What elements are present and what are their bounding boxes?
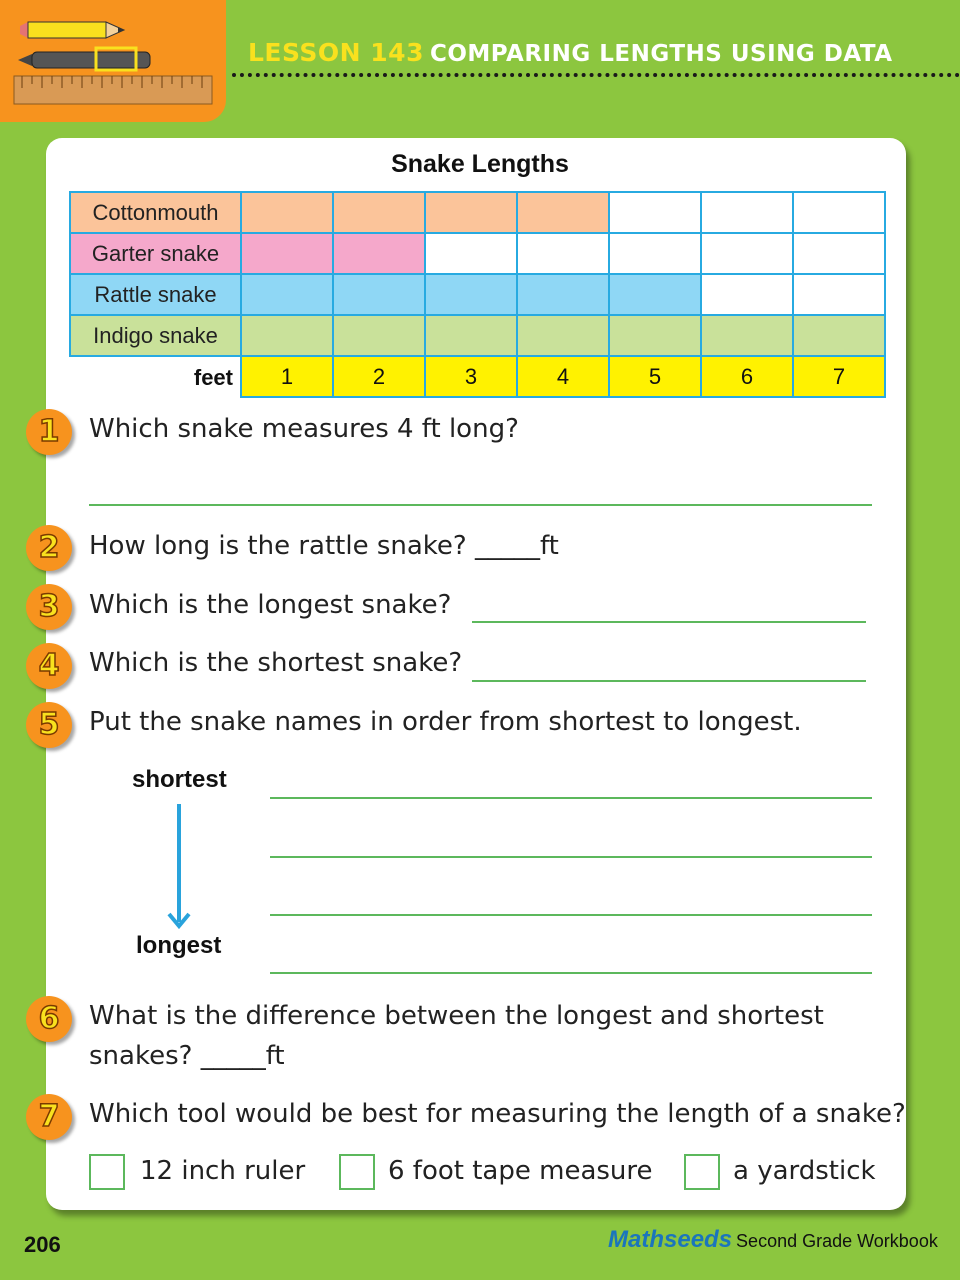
option-yardstick: a yardstick (733, 1156, 876, 1186)
longest-label: longest (136, 932, 222, 959)
bar-cell-cottonmouth-2 (333, 192, 425, 233)
answer-line-3[interactable] (472, 621, 866, 623)
question-1-badge: 1 (26, 409, 72, 455)
question-2 (89, 531, 559, 561)
x-tick-2: 2 (372, 364, 386, 389)
bar-cell-indigo-snake-5 (609, 315, 701, 356)
x-tick-1: 1 (280, 364, 294, 389)
chart-title: Snake Lengths (391, 150, 569, 178)
question-5-badge: 5 (26, 702, 72, 748)
empty-cell-rattle-snake-6 (701, 274, 793, 315)
page-number: 206 (24, 1232, 61, 1257)
workbook-subtitle: Second Grade Workbook (736, 1231, 938, 1251)
bar-cell-rattle-snake-4 (517, 274, 609, 315)
question-6-badge: 6 (26, 996, 72, 1042)
bar-cell-indigo-snake-7 (793, 315, 885, 356)
question-2-badge: 2 (26, 525, 72, 571)
x-tick-6: 6 (740, 364, 754, 389)
question-6-text: What is the difference between the longest and shortest (89, 1001, 824, 1031)
empty-cell-garter-snake-7 (793, 233, 885, 274)
question-4-badge: 4 (26, 643, 72, 689)
shortest-label: shortest (132, 766, 227, 793)
order-line-4[interactable] (270, 972, 872, 974)
bar-cell-cottonmouth-4 (517, 192, 609, 233)
question-7-badge: 7 (26, 1094, 72, 1140)
checkbox-12-inch-ruler[interactable] (89, 1154, 125, 1190)
order-line-2[interactable] (270, 856, 872, 858)
empty-cell-garter-snake-5 (609, 233, 701, 274)
bar-cell-rattle-snake-2 (333, 274, 425, 315)
row-label-cottonmouth: Cottonmouth (92, 200, 219, 225)
question-3-badge: 3 (26, 584, 72, 630)
checkbox-yardstick[interactable] (684, 1154, 720, 1190)
answer-blank-2[interactable]: _____ (474, 531, 540, 561)
row-label-garter-snake: Garter snake (91, 241, 220, 266)
bar-cell-indigo-snake-6 (701, 315, 793, 356)
bar-cell-rattle-snake-1 (241, 274, 333, 315)
snake-lengths-chart (0, 0, 960, 420)
option-6-foot-tape-measure: 6 foot tape measure (388, 1156, 653, 1186)
empty-cell-garter-snake-4 (517, 233, 609, 274)
bar-cell-indigo-snake-2 (333, 315, 425, 356)
bar-cell-indigo-snake-3 (425, 315, 517, 356)
x-axis-label: feet (193, 365, 233, 390)
x-tick-3: 3 (464, 364, 478, 389)
bar-cell-rattle-snake-5 (609, 274, 701, 315)
question-1-text: Which snake measures 4 ft long? (89, 414, 519, 444)
x-tick-5: 5 (648, 364, 662, 389)
x-tick-7: 7 (832, 364, 846, 389)
bar-cell-indigo-snake-1 (241, 315, 333, 356)
empty-cell-cottonmouth-6 (701, 192, 793, 233)
unit-ft-2: ft (539, 531, 559, 561)
empty-cell-garter-snake-3 (425, 233, 517, 274)
question-6-text2: snakes? (89, 1041, 193, 1071)
lesson-number: LESSON 143 (248, 38, 424, 67)
empty-cell-cottonmouth-5 (609, 192, 701, 233)
question-6-line2 (89, 1041, 285, 1071)
down-arrow-icon (164, 802, 194, 932)
footer-brand (608, 1226, 938, 1254)
lesson-title: COMPARING LENGTHS USING DATA (429, 41, 893, 67)
unit-ft-6: ft (265, 1041, 285, 1071)
bar-cell-cottonmouth-3 (425, 192, 517, 233)
answer-line-1[interactable] (89, 504, 872, 506)
order-line-3[interactable] (270, 914, 872, 916)
empty-cell-garter-snake-6 (701, 233, 793, 274)
x-tick-4: 4 (556, 364, 570, 389)
bar-cell-indigo-snake-4 (517, 315, 609, 356)
empty-cell-cottonmouth-7 (793, 192, 885, 233)
bar-cell-rattle-snake-3 (425, 274, 517, 315)
answer-line-4[interactable] (472, 680, 866, 682)
question-5-text: Put the snake names in order from shortest to longest. (89, 707, 802, 737)
checkbox-6-foot-tape-measure[interactable] (339, 1154, 375, 1190)
bar-cell-garter-snake-1 (241, 233, 333, 274)
bar-cell-garter-snake-2 (333, 233, 425, 274)
row-label-indigo-snake: Indigo snake (93, 323, 218, 348)
question-7-text: Which tool would be best for measuring the length of a snake? (89, 1099, 906, 1129)
mathseeds-logo: Mathseeds (608, 1226, 733, 1253)
question-4-text: Which is the shortest snake? (89, 648, 463, 678)
row-label-rattle-snake: Rattle snake (94, 282, 217, 307)
order-line-1[interactable] (270, 797, 872, 799)
question-2-text: How long is the rattle snake? (89, 531, 467, 561)
option-12-inch-ruler: 12 inch ruler (140, 1156, 306, 1186)
empty-cell-rattle-snake-7 (793, 274, 885, 315)
question-3-text: Which is the longest snake? (89, 590, 452, 620)
answer-blank-6[interactable]: _____ (200, 1041, 266, 1071)
bar-cell-cottonmouth-1 (241, 192, 333, 233)
